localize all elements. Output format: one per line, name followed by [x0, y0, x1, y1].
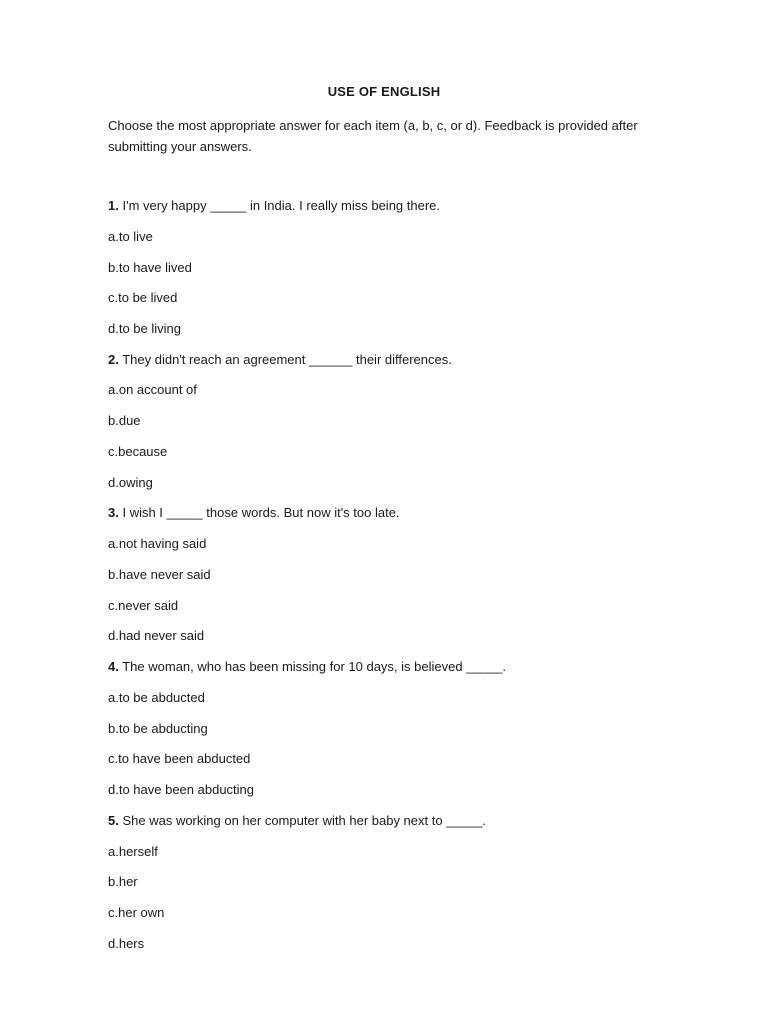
question-number: 1. — [108, 198, 119, 213]
option-4d: d.to have been abducting — [108, 782, 255, 797]
option-5d: d.hers — [108, 936, 145, 951]
page-title: USE OF ENGLISH — [327, 84, 441, 99]
question-text: I wish I _____ those words. But now it's too late. — [122, 505, 400, 520]
option-5a: a.herself — [108, 844, 158, 859]
option-1b: b.to have lived — [108, 260, 192, 275]
question-text: I'm very happy _____ in India. I really miss being there. — [122, 198, 441, 213]
option-2c: c.because — [108, 444, 168, 459]
option-5b: b.her — [108, 874, 138, 889]
question-1 — [108, 198, 440, 213]
option-4a: a.to be abducted — [108, 690, 205, 705]
question-5 — [108, 813, 486, 828]
question-text: The woman, who has been missing for 10 days, is believed _____. — [122, 659, 506, 674]
option-2b: b.due — [108, 413, 141, 428]
question-2 — [108, 352, 452, 367]
question-3 — [108, 505, 400, 520]
option-5c: c.her own — [108, 905, 165, 920]
question-number: 4. — [108, 659, 119, 674]
instructions: Choose the most appropriate answer for each item (a, b, c, or d). Feedback is provided after submitting your answers. — [108, 118, 638, 154]
option-1a: a.to live — [108, 229, 153, 244]
option-4b: b.to be abducting — [108, 721, 208, 736]
option-4c: c.to have been abducted — [108, 751, 251, 766]
question-text: She was working on her computer with her baby next to _____. — [122, 813, 486, 828]
question-number: 2. — [108, 352, 119, 367]
question-number: 5. — [108, 813, 119, 828]
option-3a: a.not having said — [108, 536, 207, 551]
question-4 — [108, 659, 506, 674]
question-number: 3. — [108, 505, 119, 520]
option-3d: d.had never said — [108, 628, 205, 643]
question-text: They didn't reach an agreement ______ their differences. — [122, 352, 452, 367]
option-1c: c.to be lived — [108, 290, 178, 305]
option-1d: d.to be living — [108, 321, 181, 336]
option-2a: a.on account of — [108, 382, 197, 397]
option-3c: c.never said — [108, 598, 179, 613]
option-3b: b.have never said — [108, 567, 211, 582]
option-2d: d.owing — [108, 475, 153, 490]
